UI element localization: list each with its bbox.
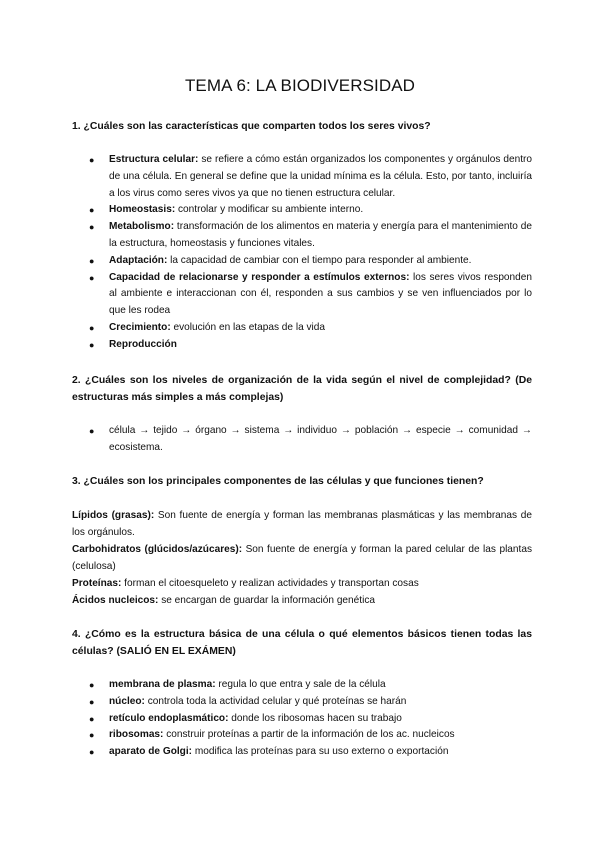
list-item: ● Crecimiento: evolución en las etapas de la vida [72,320,532,337]
list-item: ● Homeostasis: controlar y modificar su ambiente interno. [72,202,532,219]
list-item: ● núcleo: controla toda la actividad celular y qué proteínas se harán [72,694,532,711]
answer-paragraph: Carbohidratos (glúcidos/azúcares): Son fuente de energía y forman la pared celular de las plantas (celulosa) [72,544,532,572]
question-4-heading: 4. ¿Cómo es la estructura básica de una célula o qué elementos básicos tienen todas las células? (SALIÓ EN EL EXÁMEN) [72,629,532,657]
question-3-heading: 3. ¿Cuáles son los principales componentes de las células y que funciones tienen? [72,476,484,487]
list-item: ● ribosomas: construir proteínas a partir de la información de los ac. nucleicos [72,727,532,744]
answer-paragraph: Lípidos (grasas): Son fuente de energía y forman las membranas plasmáticas y las membranas de los orgánulos. [72,510,532,538]
bullet-icon: ● [89,205,95,216]
question-1-heading: 1. ¿Cuáles son las características que comparten todos los seres vivos? [72,121,431,132]
list-item: ● Capacidad de relacionarse y responder a estímulos externos: los seres vivos responden al ambiente e interaccionan con él, responden a sus cambios y se ven influenciados por lo que les rodea [89,271,532,317]
bullet-icon: ● [89,680,95,690]
question-1-list [72,152,532,354]
list-item: ● Estructura celular: se refiere a cómo están organizados los componentes y orgánulos dentro de una célula. En general se define que la unidad mínima es la célula. Esto, por tanto, incluiría a los virus como seres vivos ya que no tienen estructura celular. [89,154,532,199]
list-item: ● Metabolismo: transformación de los alimentos en materia y energía para el mantenimiento de la estructura, homeostasis y funciones vitales. [89,221,532,249]
question-2-list [72,423,532,457]
bullet-icon: ● [89,747,95,758]
bullet-icon: ● [89,155,95,165]
answer-paragraph: Ácidos nucleicos: se encargan de guardar la información genética [72,595,375,606]
bullet-icon: ● [89,426,95,436]
question-4-list [72,677,532,761]
answer-paragraph: Proteínas: forman el citoesqueleto y realizan actividades y transportan cosas [72,578,419,589]
bullet-icon: ● [89,322,95,333]
bullet-icon: ● [89,272,95,283]
bullet-icon: ● [89,339,95,350]
list-item: ● célula → tejido → órgano → sistema → individuo → población → especie → comunidad → ecosistema. [89,425,532,453]
bullet-icon: ● [89,730,95,741]
bullet-icon: ● [89,696,95,707]
bullet-icon: ● [89,255,95,266]
bullet-icon: ● [89,713,95,724]
list-item: ● Reproducción [72,337,532,354]
list-item: ● Adaptación: la capacidad de cambiar con el tiempo para responder al ambiente. [72,253,532,270]
page-title: TEMA 6: LA BIODIVERSIDAD [184,76,416,95]
question-2-heading: 2. ¿Cuáles son los niveles de organización de la vida según el nivel de complejidad? (De estructuras más simples a más complejas) [72,375,532,403]
list-item: ● aparato de Golgi: modifica las proteínas para su uso externo o exportación [72,744,532,761]
bullet-icon: ● [89,222,95,233]
list-item: ● retículo endoplasmático: donde los ribosomas hacen su trabajo [72,711,532,728]
list-item: ● membrana de plasma: regula lo que entra y sale de la célula [72,677,532,694]
